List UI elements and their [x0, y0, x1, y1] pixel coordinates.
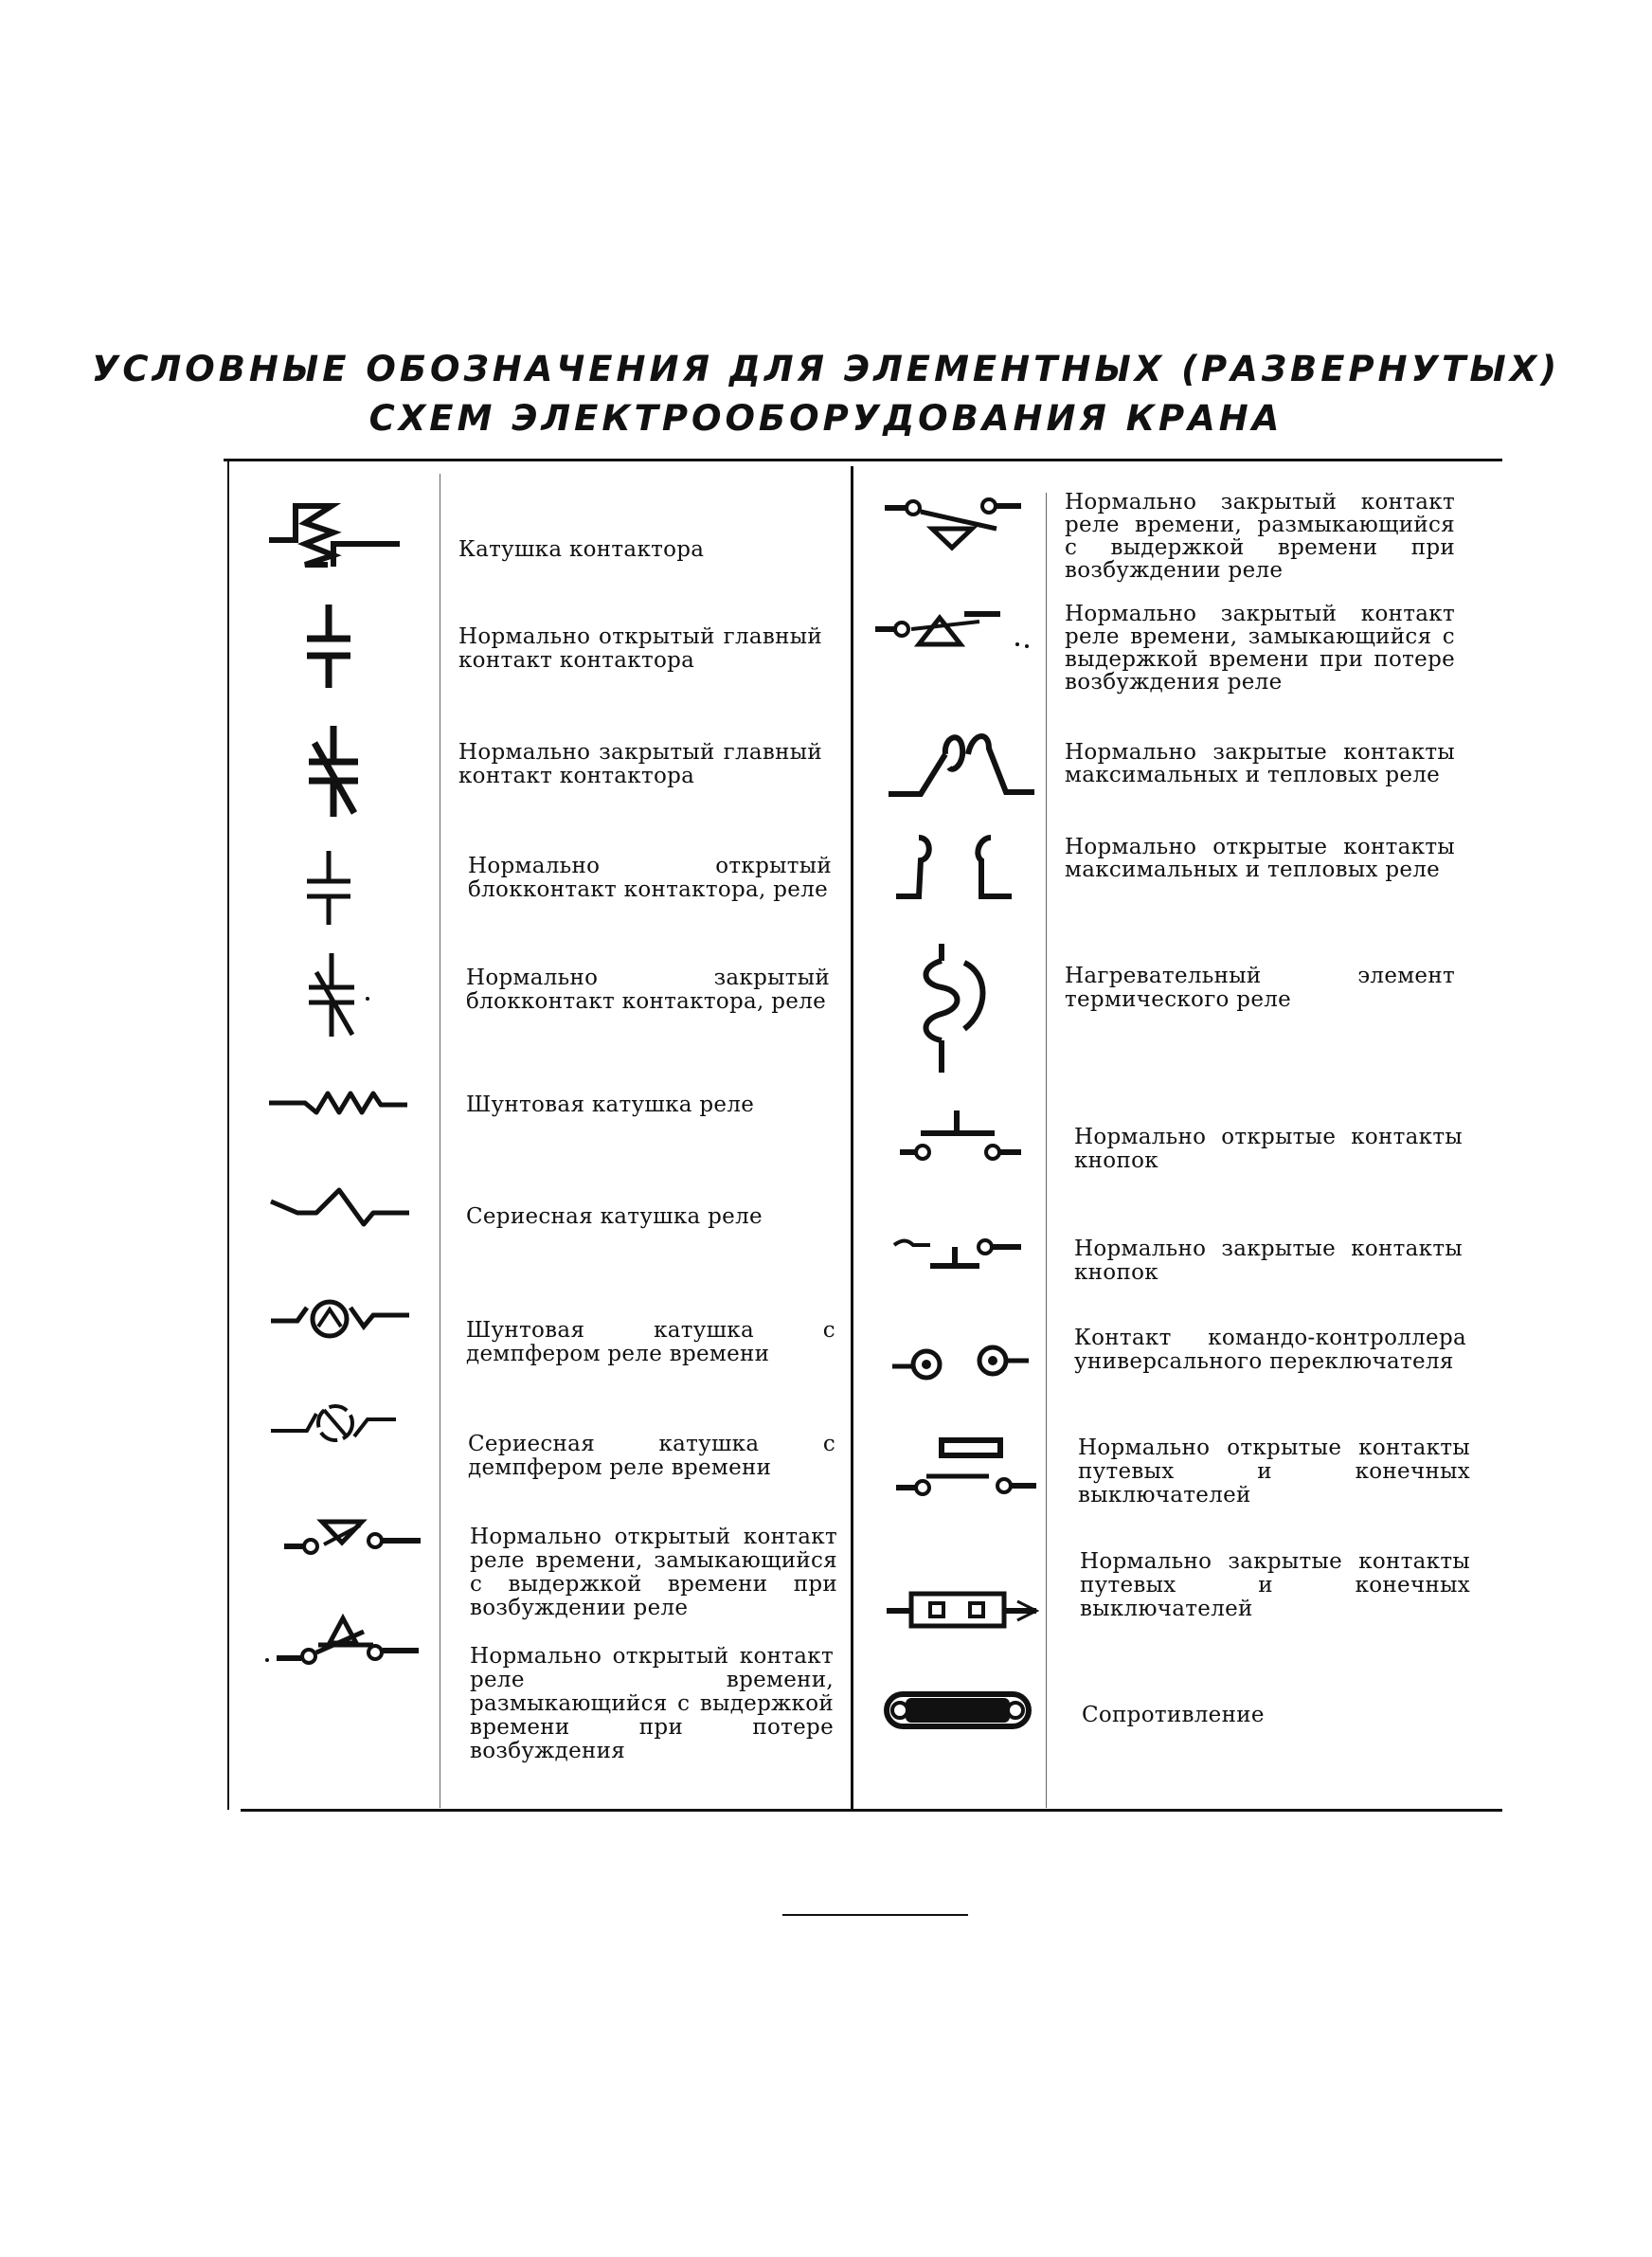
nc-limit-switch-icon [885, 1586, 1046, 1634]
resistor-icon [883, 1688, 1034, 1736]
legend-text-left-11: Нормально открытый контакт реле времени, размыкающийся с выдержкой времени при потере возбуждения [470, 1644, 834, 1763]
legend-text-right-7: Нормально закрытые контакты кнопок [1074, 1237, 1463, 1285]
timer-no-delay-close-icon [282, 1512, 424, 1560]
page-title-line-1: УСЛОВНЫЕ ОБОЗНАЧЕНИЯ ДЛЯ ЭЛЕМЕНТНЫХ (РАЗВЕРНУТЫХ) [91, 349, 1561, 389]
table-left-rule [227, 460, 229, 1810]
legend-text-right-5: Нагревательный элемент термического реле [1065, 964, 1455, 1012]
legend-text-right-6: Нормально открытые контакты кнопок [1074, 1125, 1463, 1173]
legend-text-left-10: Нормально открытый контакт реле времени, замыкающийся с выдержкой времени при возбуждении реле [470, 1525, 837, 1620]
legend-text-left-2: Нормально открытый главный контакт контактора [458, 624, 822, 673]
contactor-coil-icon [267, 497, 409, 572]
legend-text-left-4: Нормально открытый блокконтакт контактора, реле [468, 854, 832, 902]
nc-aux-contact-icon [299, 951, 375, 1038]
page-title-line-2: СХЕМ ЭЛЕКТРООБОРУДОВАНИЯ КРАНА [368, 398, 1284, 439]
shunt-coil-damper-icon [269, 1294, 411, 1342]
legend-text-right-4: Нормально открытые контакты максимальных и тепловых реле [1065, 835, 1455, 882]
no-main-contact-icon [305, 603, 352, 688]
controller-contact-icon [890, 1338, 1032, 1385]
no-overload-contacts-icon [894, 834, 1017, 910]
legend-text-right-2: Нормально закрытый контакт реле времени, замыкающийся с выдержкой времени при потере возбуждения реле [1065, 602, 1455, 695]
table-top-rule [224, 459, 1502, 461]
legend-text-left-6: Шунтовая катушка реле [466, 1092, 755, 1117]
legend-text-left-1: Катушка контактора [458, 537, 705, 562]
right-symbol-divider [1046, 493, 1047, 1808]
nc-main-contact-icon [301, 724, 368, 819]
timer-nc-delay-open-icon [883, 495, 1025, 551]
shunt-coil-icon [267, 1084, 409, 1122]
legend-text-right-3: Нормально закрытые контакты максимальных и тепловых реле [1065, 740, 1455, 787]
legend-text-right-8: Контакт командо-контроллера универсального переключателя [1074, 1326, 1466, 1374]
bottom-separator [782, 1914, 968, 1916]
table-center-rule [851, 466, 853, 1810]
table-bottom-rule [241, 1809, 1502, 1812]
timer-no-delay-open-icon [261, 1613, 422, 1670]
series-coil-icon [269, 1184, 411, 1241]
nc-overload-contacts-icon [887, 726, 1038, 802]
no-aux-contact-icon [305, 849, 352, 925]
legend-text-right-11: Сопротивление [1082, 1703, 1265, 1727]
legend-text-left-5: Нормально закрытый блокконтакт контактора, реле [466, 966, 830, 1014]
legend-text-left-8: Шунтовая катушка с демпфером реле времени [466, 1318, 835, 1366]
legend-text-right-9: Нормально открытые контакты путевых и конечных выключателей [1078, 1435, 1470, 1508]
legend-text-left-7: Сериесная катушка реле [466, 1204, 763, 1229]
legend-text-right-10: Нормально закрытые контакты путевых и конечных выключателей [1080, 1549, 1470, 1621]
no-button-icon [898, 1109, 1040, 1165]
timer-nc-delay-close-icon [873, 606, 1034, 654]
no-limit-switch-icon [894, 1435, 1046, 1501]
heater-element-icon [902, 942, 1006, 1074]
series-coil-damper-icon [269, 1395, 411, 1452]
legend-text-right-1: Нормально закрытый контакт реле времени, размыкающийся с выдержкой времени при возбуждении реле [1065, 490, 1455, 583]
legend-text-left-9: Сериесная катушка с демпфером реле времени [468, 1432, 835, 1480]
legend-text-left-3: Нормально закрытый главный контакт контактора [458, 740, 822, 788]
nc-button-icon [892, 1232, 1034, 1279]
